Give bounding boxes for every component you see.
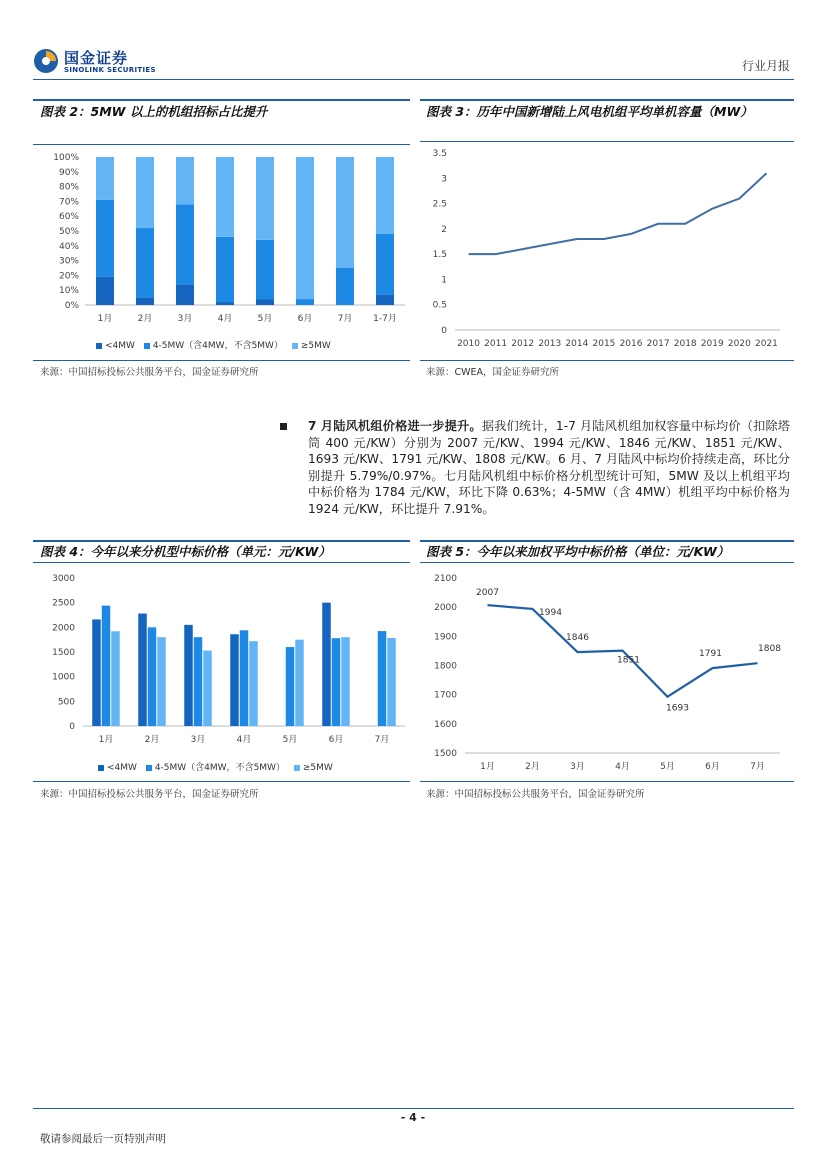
x-tick-label: 2013 [538, 339, 562, 349]
legend-label: ≥5MW [300, 341, 331, 351]
analysis-paragraph [280, 418, 790, 518]
bar-segment [256, 157, 274, 240]
legend-swatch-ge5mw [294, 765, 300, 771]
x-tick-label: 6月 [705, 762, 720, 772]
page-number: - 4 - [400, 1111, 426, 1124]
x-tick-label: 5月 [282, 735, 298, 745]
x-tick-label: 3月 [190, 735, 206, 745]
bar-segment [136, 157, 154, 228]
y-tick-label: 3 [441, 174, 447, 185]
y-tick-label: 3000 [52, 574, 75, 584]
y-tick-label: 0 [441, 326, 447, 336]
bar [203, 651, 212, 726]
x-tick-label: 7月 [337, 314, 353, 324]
paragraph-lead: 7 月陆风机组价格进一步提升。 [308, 419, 482, 433]
y-tick-label: 100% [53, 153, 79, 163]
y-tick-label: 1700 [434, 690, 457, 701]
y-tick-label: 70% [58, 197, 79, 208]
bar-segment [336, 268, 354, 305]
footer-divider [33, 1108, 794, 1109]
paragraph-body: 据我们统计，1-7 月陆风机组加权容量中标均价（扣除塔筒 400 元/KW）分别为 2007 元/KW、1994 元/KW、1846 元/KW、1851 元/KW、1693 元/KW、1791 元/KW、1808 元/KW。6 月、7 月陆风中标均价持续走高，环比分别提升 5.79%/0.97%。七月陆风机组中标价格分机型统计可知，5MW 及以上机组平均中标价格为 1784 元/KW，环比下降 0.63%；4-5MW（含 4MW）机组平均中标价格为 1924 元/KW，环比提升 7.91%。 [308, 419, 790, 516]
legend-swatch-lt4mw [98, 765, 104, 771]
data-label: 1808 [758, 644, 781, 655]
y-tick-label: 20% [58, 271, 79, 282]
fig2-legend [90, 338, 331, 351]
legend-label: <4MW [105, 341, 135, 351]
fig3-title: 图表 3：历年中国新增陆上风电机组平均单机容量（MW） [426, 104, 753, 119]
bar-segment [336, 157, 354, 268]
legend-label: 4-5MW（含4MW，不含5MW） [152, 341, 283, 351]
legend-label: ≥5MW [302, 763, 333, 773]
x-tick-label: 1-7月 [373, 314, 397, 324]
bar-segment [176, 157, 194, 204]
bar [184, 625, 193, 726]
fig2-chart [33, 146, 410, 354]
bar [332, 638, 341, 726]
bar [378, 631, 387, 726]
bar [295, 640, 304, 726]
bar-segment [176, 284, 194, 305]
y-tick-label: 60% [58, 212, 79, 223]
x-tick-label: 5月 [660, 762, 675, 772]
y-tick-label: 80% [58, 182, 79, 193]
x-tick-label: 4月 [615, 762, 630, 772]
fig4-source: 来源：中国招标投标公共服务平台，国金证券研究所 [40, 789, 259, 800]
bar-segment [136, 228, 154, 298]
fig5-bottom-rule [420, 781, 794, 782]
bar-segment [216, 237, 234, 302]
bar-segment [376, 234, 394, 295]
bullet-square-icon [280, 423, 287, 430]
legend-swatch-ge5mw [292, 343, 298, 349]
fig2-title-underline [33, 144, 410, 145]
bar-segment [296, 157, 314, 299]
y-tick-label: 10% [58, 286, 79, 297]
header-divider [33, 79, 794, 80]
legend-swatch-4to5mw [144, 343, 150, 349]
data-label: 1693 [666, 703, 689, 714]
bar [322, 603, 331, 726]
bar-segment [176, 204, 194, 284]
bar-segment [96, 200, 114, 277]
bar-segment [216, 302, 234, 305]
bar [148, 627, 157, 726]
x-tick-label: 2019 [700, 339, 724, 349]
fig4-title-rule [33, 540, 410, 542]
bar-segment [376, 157, 394, 234]
fig4-title: 图表 4：今年以来分机型中标价格（单元：元/KW） [40, 544, 331, 559]
bar [249, 641, 258, 726]
y-tick-label: 3.5 [432, 149, 447, 159]
x-tick-label: 2011 [484, 339, 508, 349]
x-tick-label: 4月 [236, 735, 252, 745]
y-tick-label: 2000 [434, 603, 457, 614]
x-tick-label: 2015 [592, 339, 616, 349]
fig3-bottom-rule [420, 360, 794, 361]
x-tick-label: 6月 [328, 735, 344, 745]
fig5-title-rule [420, 540, 794, 542]
fig5-source: 来源：中国招标投标公共服务平台，国金证券研究所 [426, 789, 645, 800]
fig5-title: 图表 5：今年以来加权平均中标价格（单位：元/KW） [426, 544, 730, 559]
legend-swatch-lt4mw [96, 343, 102, 349]
y-tick-label: 1.5 [432, 250, 447, 261]
x-tick-label: 2016 [619, 339, 643, 349]
x-tick-label: 1月 [480, 762, 495, 772]
fig4-chart-svg [33, 564, 410, 758]
fig3-chart [420, 143, 794, 355]
data-label: 1994 [539, 607, 562, 618]
y-tick-label: 1900 [434, 632, 457, 643]
bar-segment [256, 299, 274, 305]
x-tick-label: 1月 [97, 314, 113, 324]
x-tick-label: 2月 [144, 735, 160, 745]
data-label: 1851 [617, 655, 640, 666]
y-tick-label: 30% [58, 256, 79, 267]
x-tick-label: 2018 [673, 339, 697, 349]
bar [230, 634, 239, 726]
fig3-title-underline [420, 141, 794, 142]
x-tick-label: 5月 [257, 314, 273, 324]
bar [286, 647, 295, 726]
bar [138, 614, 147, 726]
y-tick-label: 0% [64, 301, 79, 311]
y-tick-label: 1500 [52, 648, 75, 658]
series-line [469, 173, 767, 254]
y-tick-label: 50% [58, 227, 79, 237]
x-tick-label: 3月 [177, 314, 193, 324]
bar-segment [376, 295, 394, 305]
fig5-chart-svg [420, 564, 794, 776]
x-tick-label: 2021 [755, 339, 778, 349]
x-tick-label: 7月 [374, 735, 390, 745]
y-tick-label: 2 [441, 224, 447, 235]
y-tick-label: 0.5 [432, 300, 447, 311]
y-tick-label: 0 [69, 722, 75, 732]
fig2-source: 来源：中国招标投标公共服务平台，国金证券研究所 [40, 367, 259, 378]
bar-segment [96, 277, 114, 305]
fig3-title-rule [420, 99, 794, 101]
legend-label: <4MW [107, 763, 137, 773]
legend-label: 4-5MW（含4MW，不含5MW） [154, 763, 285, 773]
x-tick-label: 1月 [98, 735, 114, 745]
y-tick-label: 40% [58, 241, 79, 252]
company-name-cn: 国金证券 [64, 49, 129, 67]
fig4-chart [33, 564, 410, 758]
y-tick-label: 2500 [52, 598, 75, 609]
bar-segment [96, 157, 114, 200]
legend-swatch-4to5mw [146, 765, 152, 771]
x-tick-label: 2月 [137, 314, 153, 324]
x-tick-label: 2月 [525, 762, 540, 772]
bar [102, 606, 111, 726]
data-label: 1846 [566, 633, 589, 644]
y-tick-label: 1500 [434, 749, 457, 759]
data-label: 1791 [699, 649, 722, 660]
y-tick-label: 500 [57, 697, 75, 708]
x-tick-label: 2020 [727, 339, 751, 349]
bar-segment [136, 298, 154, 305]
y-tick-label: 1 [441, 275, 447, 286]
x-tick-label: 3月 [570, 762, 585, 772]
y-tick-label: 2.5 [432, 199, 447, 210]
fig2-bottom-rule [33, 360, 410, 361]
disclaimer-note: 敬请参阅最后一页特别声明 [40, 1133, 166, 1145]
fig3-chart-svg [420, 143, 794, 355]
data-label: 2007 [476, 588, 499, 599]
fig2-title-rule [33, 99, 410, 101]
bar-segment [296, 299, 314, 305]
x-tick-label: 2017 [646, 339, 670, 349]
bar [240, 630, 249, 726]
bar [341, 637, 350, 726]
fig5-title-underline [420, 562, 794, 563]
bar [387, 638, 396, 726]
bar-segment [216, 157, 234, 237]
bar [111, 631, 120, 726]
y-tick-label: 90% [58, 167, 79, 178]
company-logo-mark [33, 48, 59, 74]
y-tick-label: 2100 [434, 574, 457, 584]
x-tick-label: 2014 [565, 339, 589, 349]
y-tick-label: 1600 [434, 719, 457, 730]
fig2-chart-svg [33, 146, 410, 354]
fig5-chart [420, 564, 794, 776]
bar [194, 637, 203, 726]
bar [157, 637, 166, 726]
y-tick-label: 1000 [52, 672, 75, 683]
fig2-title: 图表 2：5MW 以上的机组招标占比提升 [40, 104, 268, 119]
bar-segment [256, 240, 274, 299]
x-tick-label: 2012 [511, 339, 535, 349]
report-type-label: 行业月报 [741, 59, 790, 73]
y-tick-label: 1800 [434, 661, 457, 672]
fig4-title-underline [33, 562, 410, 563]
fig3-source: 来源：CWEA，国金证券研究所 [426, 367, 560, 378]
fig4-bottom-rule [33, 781, 410, 782]
fig4-legend [92, 760, 333, 773]
x-tick-label: 4月 [217, 314, 233, 324]
bar [92, 619, 101, 726]
x-tick-label: 6月 [297, 314, 313, 324]
y-tick-label: 2000 [52, 623, 75, 634]
company-name-en: SINOLINK SECURITIES [64, 66, 156, 74]
x-tick-label: 7月 [750, 762, 765, 772]
x-tick-label: 2010 [457, 339, 480, 349]
